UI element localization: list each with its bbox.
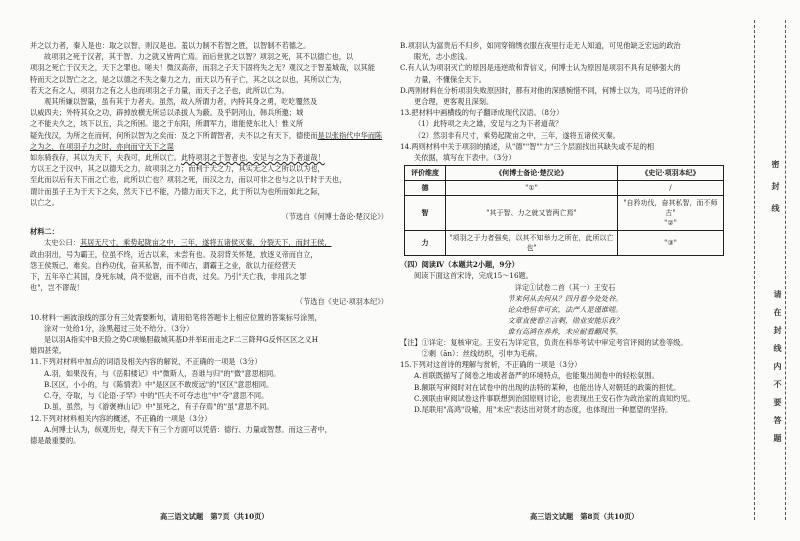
text-span: 如东骑我存，其以为天下，夫我可，此所以亡。 [30,153,181,163]
question-14: 14.两则材料中关于项羽的描述，从"德""智""力"三个层面找出其缺失或不足的相 [400,141,655,151]
table-cell: 智 [405,196,446,231]
text-line: 特而天之以智亡之之，是之以德之不失之秦力之力，而天以乃有子亡，其之以之以也，其所以亡为， [30,74,347,84]
sealed-line-margin [738,0,800,541]
dashed-divider [785,20,786,520]
table-cell-text: "②" [664,219,677,228]
question-13: 13.把材料中画横线的句子翻译成现代汉语。（8分） [400,108,564,118]
table-header-row [405,166,724,181]
sealed-line-label: 密封线 [771,160,781,226]
text-line: 项羽之死亡于汉天之，天下之罪也。嗟夫！微汉高帝，而羽之子天下固将失之无？观汉之于智羞城哉，以其能 [30,63,376,73]
table-cell-text: "自矜功伐，奋其私智，而不师古" [623,199,718,218]
text-line: 涂对一处给1分，涂黑超过三处不给分。（3分） [44,323,194,333]
text-line: 以亡之。 [30,197,59,207]
text-line: 怨王侯叛己，难矣。自矜功伐，奋其私智，而不师古，谓霸王之业，欲以力征经营天 [30,260,296,270]
text-line: 力量，不懂保全天下。 [414,74,486,84]
underlined-sentence: 是以张指代中华而陈之为之，在项羽子力之时，亦向而守天下之谋 [30,130,383,151]
text-line: 雉四甚荣。 [30,346,66,356]
right-column [400,40,730,415]
text-line [30,152,388,163]
table-cell [617,196,723,231]
table-cell: "③" [617,231,723,256]
question-11: 11.下列对材料中加点的词语及相关内容的解说，不正确的一项是（3分） [30,357,262,367]
wavy-underlined-sentence: 此特项羽之于智者也，安足与之为下者道哉！ [180,153,325,163]
text-line [30,130,388,152]
comparison-table [404,165,724,256]
option-d: D.两则材料在分析项羽失败原因时，都有对他的深感惋惜不同，何博士以为，司马迁的评价 [400,85,689,95]
poem-line: 节来何从去何从？四月看今处处谷。 [507,293,623,303]
text-line: 更合理，更客观且深刻。 [414,97,494,107]
option-c: C.夺，夺取，与《论语·子罕》中的"匹夫不可夺志也"中"夺"意思不同。 [44,391,269,401]
option-d: D.尾联用"高鸿"设喻，用"未应"表达出对贤才的态度，也体现出一种愿望的坚持。 [414,405,673,415]
page-footer-left: 高三语文试题 第7页（共10页） [160,512,269,521]
text-line: 之不能夫久之，垓下以五，兵之所困。退之于东阳，所谓军力，谁能使东北人！惟义所 [30,119,304,129]
text-line: 故项羽之死于汉者，其于智、力之就又皆两亡焉。而后世犹之以智？项羽之死，其不以德亡也，以 [44,52,354,62]
option-b: B.区区，小小的，与《陈情表》中"是区区不敢废远"的"区区"意思相同。 [44,379,274,389]
dashed-divider [754,20,755,520]
table-cell: "项羽之于力者强矣，以其不知举力之所在，此所以亡也" [446,231,618,256]
text-line: 至此而以后有天下而之亡也，此所以亡也？项羽之死，而汉之力，而以可非之也与之以于时于天也， [30,175,347,185]
poem-line: 谁有高鸿在养养，未应耐看翻风筝。 [507,326,623,336]
sealed-line-warning: 请在封线内不要答题 [773,290,783,452]
text-line: 方以王之于汉中，其之以德天之力，故项羽之力；而利于天之力，其实无之人之所以以为也， [30,164,325,174]
option-a: A.首联既描写了阅卷之地或者备严的环境特点，也能集出阅卷中的轻松氛围。 [414,371,659,381]
table-cell: 德 [405,181,446,196]
text-line: 眼光，志小虑浅。 [414,52,472,62]
table-cell: "①" [446,181,618,196]
option-a: A.羽，如果没有，与《岳阳楼记》中"微斯人，吾谁与归"的"微"意思相同。 [44,368,281,378]
option-b: B.额联写审阅时对在试卷中的出现的法特的某种，也能出诗人对朝廷的政策的担忧。 [414,382,681,392]
text-line: 阅读下面这首宋诗，完成15～16题。 [414,271,533,281]
text-span: 疑先伐汉，为所之在而何，何所以智为之矣而：及之下所谓智者，夫不以之有天下，德使而 [30,130,318,140]
option-b: B.项羽认为富贵后不归乡，如同穿锦绣衣服在夜里行走无人知道，可见他缺乏宏远的政治 [400,41,681,50]
left-column [30,40,388,446]
text-line: 关依据，填写在下表中。（3分） [414,153,516,163]
poem-line: 论众绝恒非可玄，法严人是谨谁嗟。 [507,304,623,314]
option-c: C.颈联由审阅试卷这件事联想到治国原则讨论，也表现出王安石作为政治家的真知灼见。 [414,393,695,403]
question-10: 10.材料一画波浪线的部分有三处需要断句，请用铅笔将答题卡上相应位置的答案标号涂黑， [30,312,322,322]
table-row [405,231,724,256]
option-c: C.有人认为项羽灭亡的原因是违逆敌和背信义，何博士认为原因是项羽不具有足够强大的 [400,63,681,73]
text-line: 观其所嫌以智量，虽有其于力者夫。虽然，故入所谓力者，内特其身之勇，吃吃覆然及 [44,97,318,107]
text-line: 若天之有之人，项羽力之有之人也而项羽之子力量，而天子之子也，此所以亡为。 [30,85,289,95]
table-cell: / [617,181,723,196]
text-line: 德是最重要的。 [30,435,81,445]
option-d: D.虽，虽然，与《游褒禅山记》中"虽死之，有子存焉"的"虽"意思不同。 [44,402,274,412]
annotation-note: 【注】①详定：复核审定。王安石为详定官，负责在科举考试中审定考官评阅的试卷等级。 [400,337,688,347]
text-line: 并之以力者，秦人是也：取之以智，则汉是也。羞以力制不若智之胜，以智制不若德之。 [30,41,311,50]
table-cell: 力 [405,231,446,256]
table-header-cell: 《何博士备论·楚汉论》 [446,166,618,181]
sub-question: （2）然羽非有尺寸，乘势起陇亩之中，三年，遂将五诸侯灭秦。 [414,130,620,140]
table-header-cell: 《史记·项羽本纪》 [617,166,723,181]
text-line: 以威四夫；外特其众之功，辟掉放横无所忌以杀拔人为蔽。及乎阴河山，韩兵所邀；城 [30,108,304,118]
underlined-sentence: 其居无尺寸，乘势起陇亩之中，三年，遂将五诸侯灭秦，分裂天下，而封王侯， [79,238,332,248]
text-line: 谓计而虽子王为于天下之矣，然天下已不能，乃德力而天下之，此于所以为也所而如此之际， [30,186,325,196]
text-span: 太史公曰： [44,238,80,248]
material-heading: 材料二： [30,227,59,237]
text-line: 也"，岂不谬哉！ [30,283,84,293]
source-note: （节选自《何博士备论·楚汉论》） [281,212,388,222]
text-line [30,237,388,248]
annotation-note: ②剩（ān）：丝线纺织，引申为毛病。 [400,349,542,359]
text-line: 政由羽出，号为霸王，位虽不终，近古以来，未尝有也。及羽背关怀楚，放逐义帝而自立， [30,249,318,259]
option-a: A.何博士认为，纵观历史，得天下有三个方面可以凭借：德行、力量或智慧。而这三者中， [44,424,332,434]
page-footer-right: 高三语文试题 第8页（共10页） [530,512,639,521]
poem-title: 详定①试卷二首（其一）王安石 [514,282,616,292]
poem-line: 文章直使看②言剩，勋业安能乐我？ [507,315,623,325]
table-row [405,181,724,196]
question-15: 15.下列对这首诗的理解与赏析，不正确的一项是（3分） [400,360,582,370]
section-heading: （四）阅读Ⅳ（本题共2小题，9分） [400,260,519,270]
question-12: 12.下列对材料相关内容的概述，不正确的一项是（3分） [30,413,212,423]
sub-question: （1）此特项之夫之雄，安足与之为下者道哉？ [414,119,563,129]
source-note: （节选自《史记·项羽本纪》） [295,297,388,307]
text-line: 下，五年卒亡其国，身死东城，尚不觉寤，而不自责，过矣。乃引"天亡我，非用兵之罪 [30,272,307,282]
table-cell: "其于智、力之就又皆两亡焉" [446,196,618,231]
table-header-cell: 评价维度 [405,166,446,181]
text-line: 是以羽A指实中B天险之势C项燥胆截城其基D并举E而走之F二三降拜G反怀区区之义H [44,335,318,345]
table-row [405,196,724,231]
